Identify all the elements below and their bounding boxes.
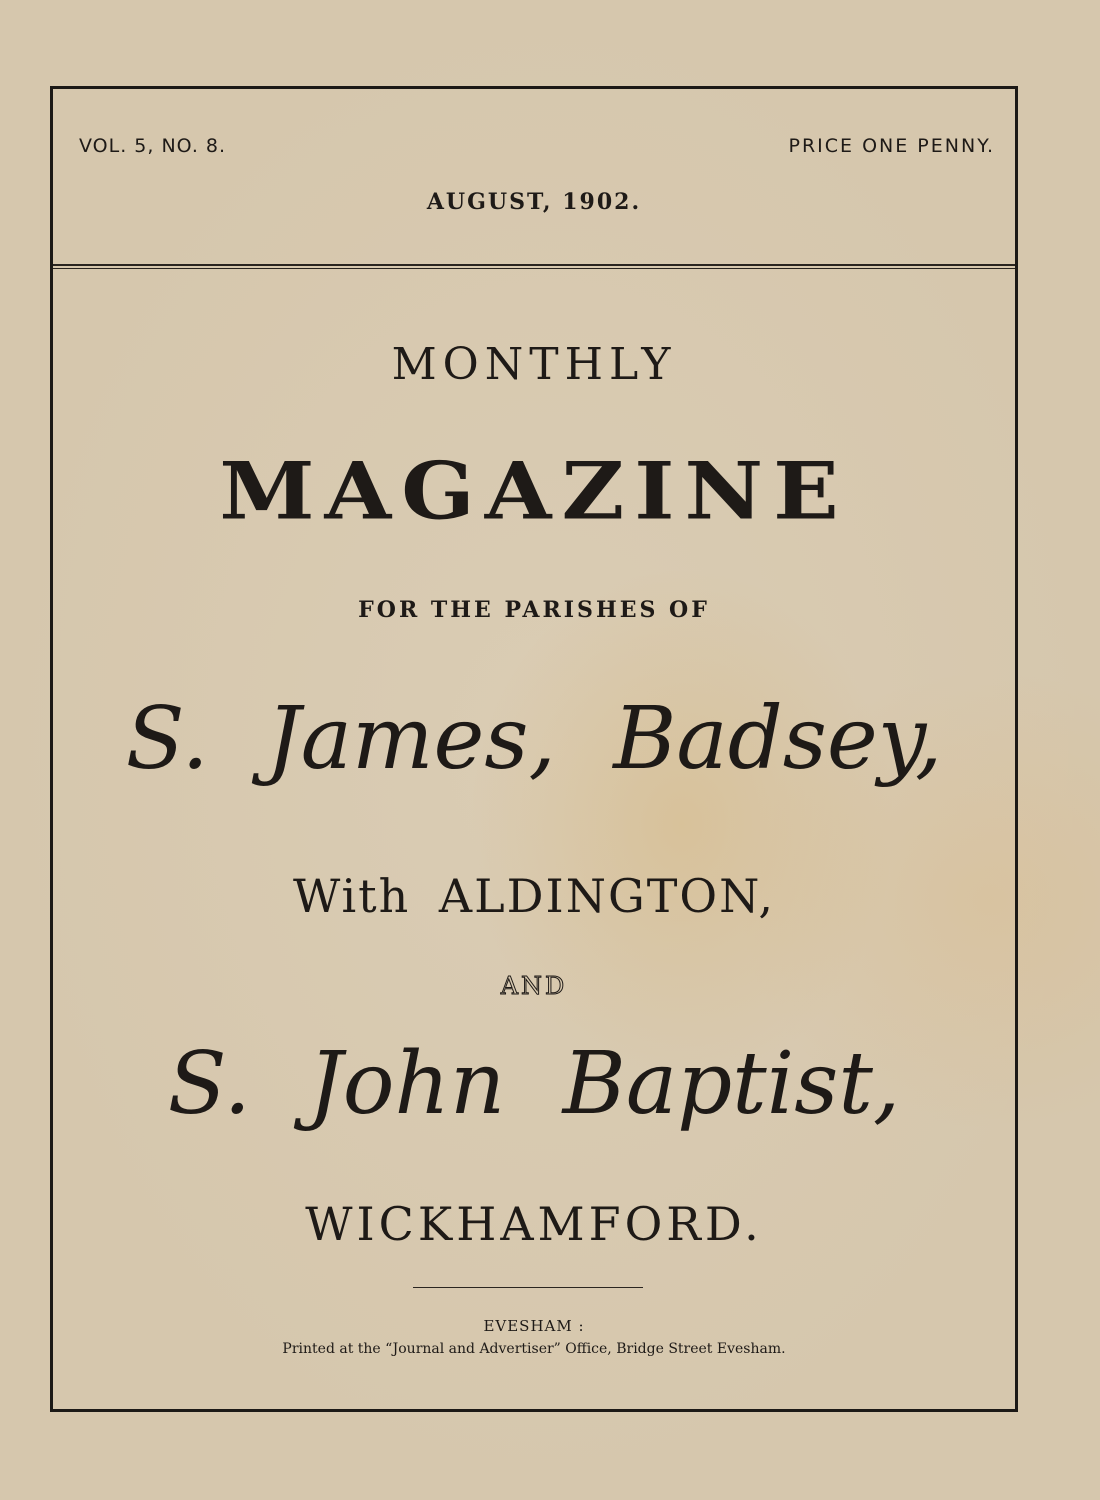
imprint-printer: Printed at the “Journal and Advertiser” Office, Bridge Street Evesham. <box>282 1341 786 1357</box>
volume-number: VOL. 5, NO. 8. <box>79 135 227 157</box>
issue-date: AUGUST, 1902. <box>426 189 642 215</box>
title-monthly: MONTHLY <box>391 339 677 390</box>
parish-aldington: With ALDINGTON, <box>292 869 776 923</box>
parish-st-john: S. John Baptist, <box>167 1034 901 1134</box>
imprint-divider <box>413 1287 643 1288</box>
imprint-place: EVESHAM : <box>483 1317 585 1335</box>
masthead <box>53 89 1015 269</box>
conjunction-and: AND <box>500 972 568 1000</box>
header-divider <box>53 264 1015 269</box>
subtitle: FOR THE PARISHES OF <box>358 597 710 623</box>
parish-wickhamford: WICKHAMFORD. <box>305 1197 763 1251</box>
parish-st-james: S. James, Badsey, <box>125 689 943 789</box>
page-border <box>50 86 1018 1412</box>
price-label: PRICE ONE PENNY. <box>788 135 995 157</box>
title-magazine: MAGAZINE <box>219 445 849 538</box>
